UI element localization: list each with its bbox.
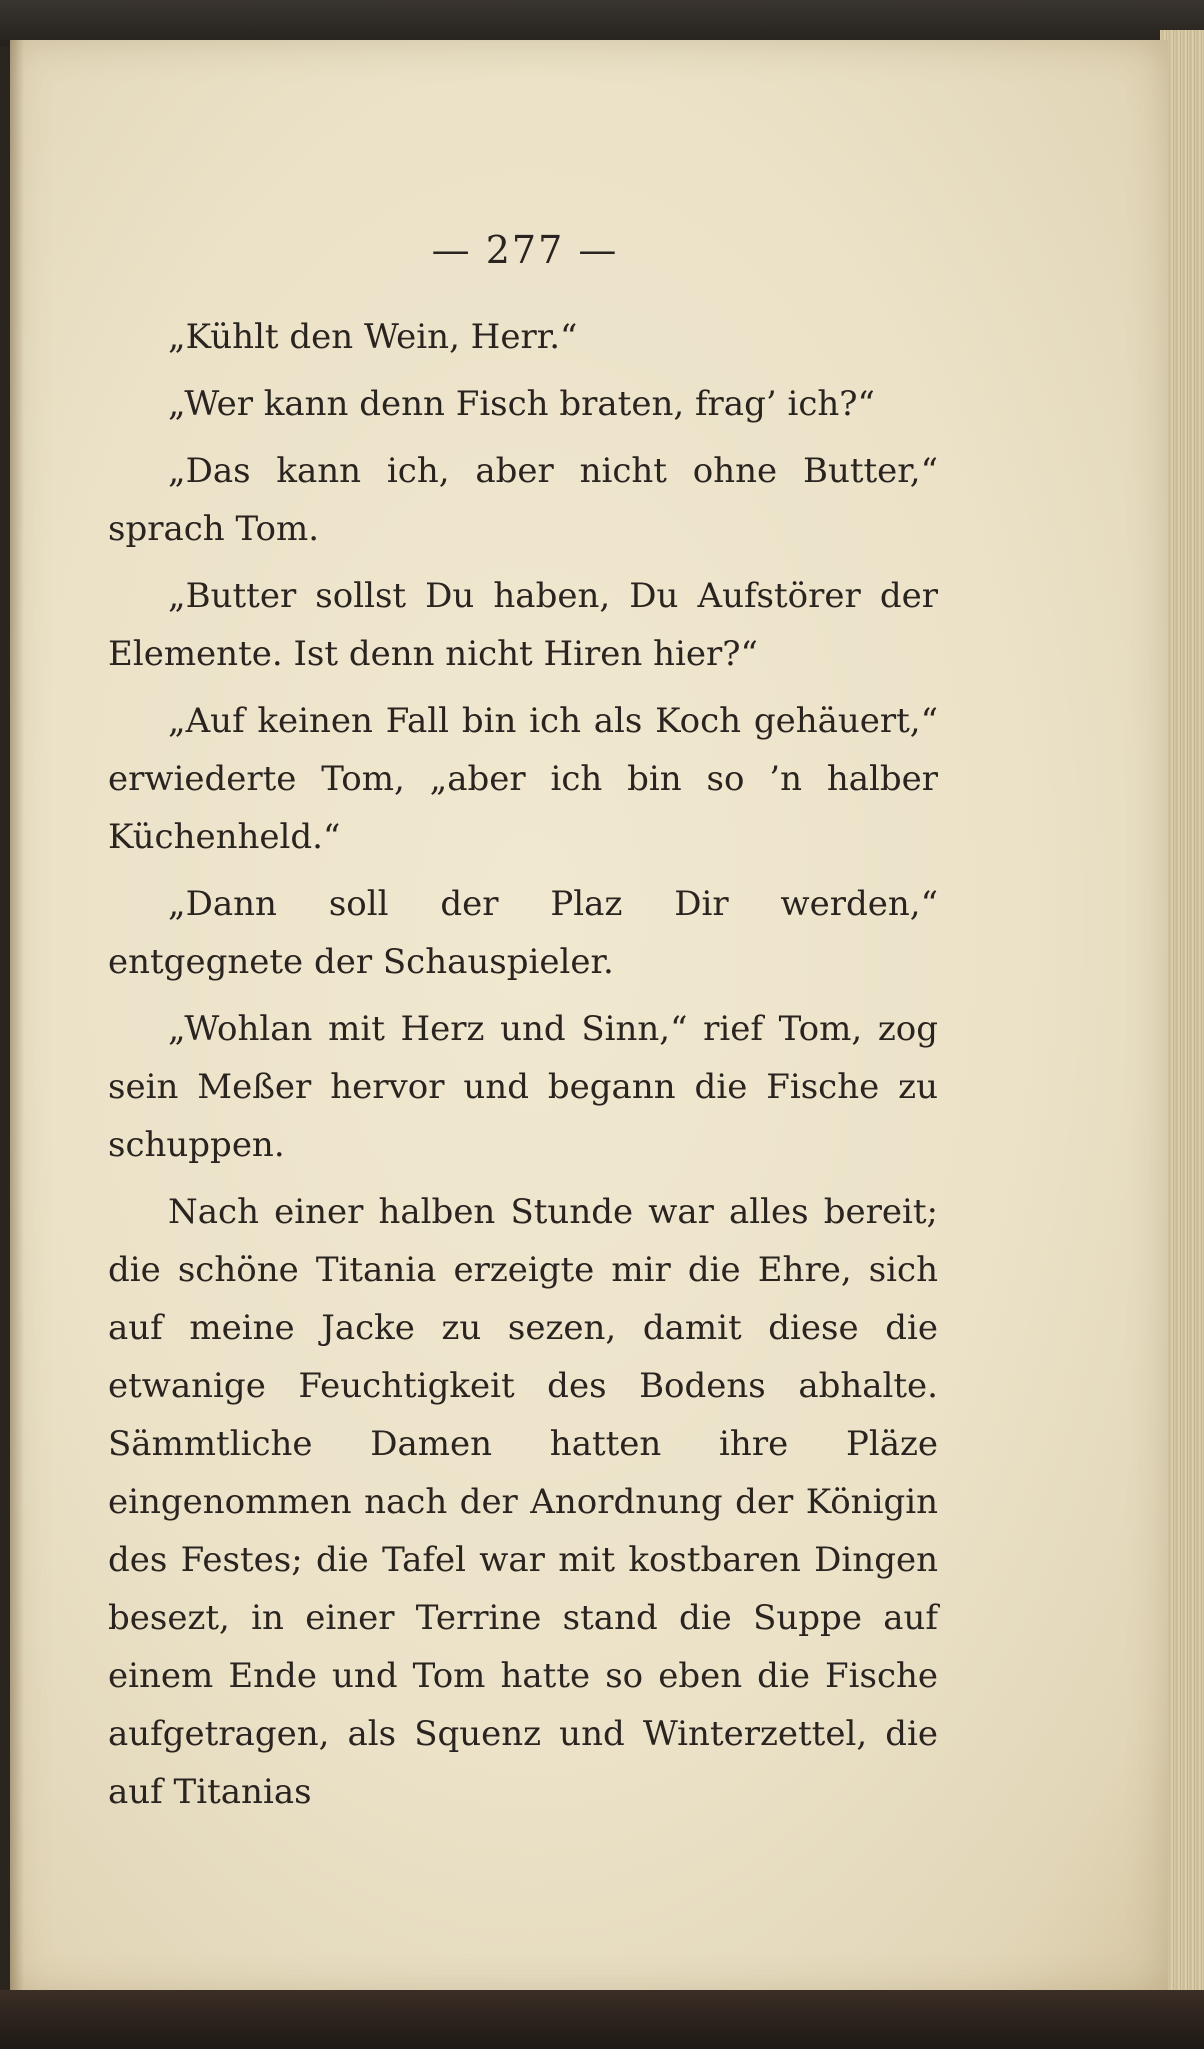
page-text — [108, 308, 938, 1830]
paragraph: „Butter sollst Du haben, Du Aufstörer der Elemente. Ist denn nicht Hiren hier?“ — [108, 576, 938, 674]
binding-bottom — [0, 1990, 1204, 2049]
paragraph: Nach einer halben Stunde war alles bereit; die schöne Titania erzeigte mir die Ehre, sich auf meine Jacke zu sezen, damit diese die etwanige Feuchtigkeit des Bodens abhalte. Sämmtliche Damen hatten ihre Pläze eingenommen nach der Anordnung der Königin des Festes; die Tafel war mit kostbaren Dingen besezt, in einer Terrine stand die Suppe auf einem Ende und Tom hatte so eben die Fische aufgetragen, als Squenz und Winterzettel, die auf Titanias — [108, 1192, 938, 1812]
paragraph: „Kühlt den Wein, Herr.“ — [168, 317, 578, 357]
gutter-shadow — [10, 40, 24, 1995]
paragraph: „Wer kann denn Fisch braten, frag’ ich?“ — [168, 384, 875, 424]
book-page — [10, 40, 1168, 1995]
paragraph: „Das kann ich, aber nicht ohne Butter,“ sprach Tom. — [108, 451, 938, 549]
page-number: — 277 — — [431, 228, 619, 272]
paragraph: „Auf keinen Fall bin ich als Koch gehäuert,“ erwiederte Tom, „aber ich bin so ’n halber Küchenheld.“ — [108, 701, 938, 857]
paragraph: „Dann soll der Plaz Dir werden,“ entgegnete der Schauspieler. — [108, 884, 938, 982]
paragraph: „Wohlan mit Herz und Sinn,“ rief Tom, zog sein Meßer hervor und begann die Fische zu schuppen. — [108, 1009, 938, 1165]
